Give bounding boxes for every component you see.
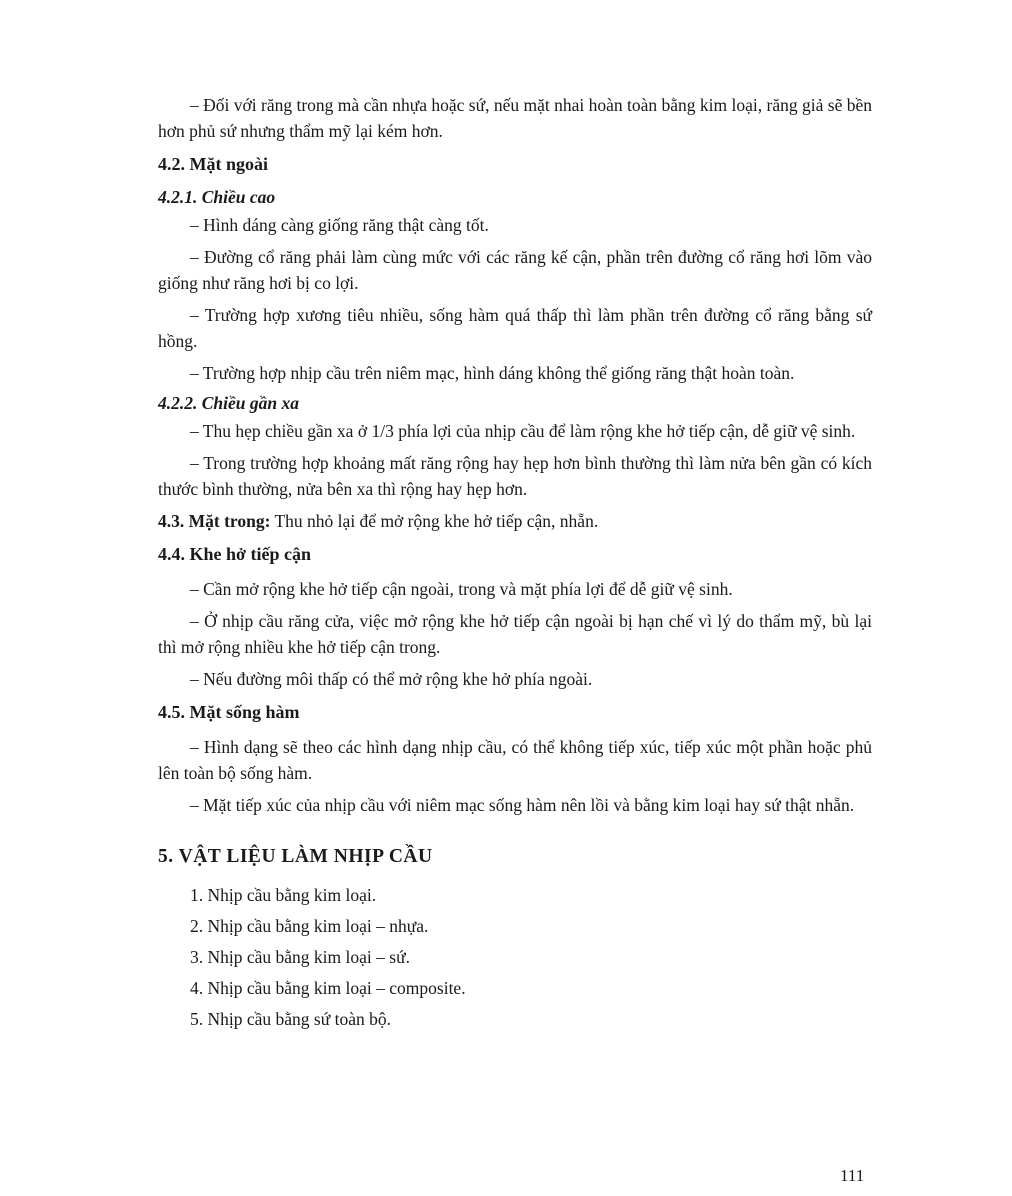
paragraph-intro: – Đối với răng trong mà cần nhựa hoặc sứ, nếu mặt nhai hoàn toàn bằng kim loại, răng giả sẽ bền hơn phủ sứ nhưng thẩm mỹ lại kém hơn. bbox=[158, 95, 872, 141]
paragraph-45-b: – Mặt tiếp xúc của nhịp cầu với niêm mạc sống hàm nên lồi và bằng kim loại hay sứ thật nhẵn. bbox=[190, 795, 855, 815]
list-item: 2. Nhịp cầu bằng kim loại – nhựa. bbox=[190, 916, 429, 936]
heading-5: 5. VẬT LIỆU LÀM NHỊP CẦU bbox=[158, 846, 433, 867]
paragraph-421-c: – Trường hợp xương tiêu nhiều, sống hàm quá thấp thì làm phần trên đường cổ răng bằng sứ hồng. bbox=[158, 305, 872, 351]
heading-4-5: 4.5. Mặt sống hàm bbox=[158, 702, 300, 722]
paragraph-44-b: – Ở nhịp cầu răng cửa, việc mở rộng khe hở tiếp cận ngoài bị hạn chế vì lý do thẩm mỹ, bù lại thì mở rộng nhiều khe hở tiếp cận trong. bbox=[158, 611, 872, 657]
page-number: 111 bbox=[840, 1166, 865, 1185]
paragraph-421-b: – Đường cổ răng phải làm cùng mức với các răng kế cận, phần trên đường cổ răng hơi lõm vào giống như răng hơi bị co lợi. bbox=[158, 247, 872, 293]
list-item: 4. Nhịp cầu bằng kim loại – composite. bbox=[190, 978, 466, 998]
paragraph-422-b: – Trong trường hợp khoảng mất răng rộng hay hẹp hơn bình thường thì làm nửa bên gần có kích thước bình thường, nửa bên xa thì rộng hay hẹp hơn. bbox=[158, 453, 872, 499]
heading-4-4: 4.4. Khe hở tiếp cận bbox=[158, 544, 311, 564]
heading-4-2-1: 4.2.1. Chiều cao bbox=[158, 187, 276, 207]
heading-4-2-2: 4.2.2. Chiều gần xa bbox=[158, 393, 299, 413]
paragraph-44-c: – Nếu đường môi thấp có thể mở rộng khe hở phía ngoài. bbox=[190, 669, 593, 689]
paragraph-4-3-text: Thu nhỏ lại để mở rộng khe hở tiếp cận, nhẵn. bbox=[270, 511, 599, 531]
paragraph-4-3 bbox=[158, 508, 872, 534]
list-item: 3. Nhịp cầu bằng kim loại – sứ. bbox=[190, 947, 410, 967]
list-item: 5. Nhịp cầu bằng sứ toàn bộ. bbox=[190, 1009, 391, 1029]
heading-4-2: 4.2. Mặt ngoài bbox=[158, 154, 268, 174]
paragraph-44-a: – Cần mở rộng khe hở tiếp cận ngoài, trong và mặt phía lợi để dễ giữ vệ sinh. bbox=[190, 579, 733, 599]
page-body bbox=[158, 92, 872, 1037]
paragraph-421-d: – Trường hợp nhịp cầu trên niêm mạc, hình dáng không thể giống răng thật hoàn toàn. bbox=[190, 363, 795, 383]
paragraph-422-a: – Thu hẹp chiều gần xa ở 1/3 phía lợi của nhịp cầu để làm rộng khe hở tiếp cận, dễ giữ vệ sinh. bbox=[190, 421, 856, 441]
paragraph-421-a: – Hình dáng càng giống răng thật càng tốt. bbox=[190, 215, 489, 235]
list-item: 1. Nhịp cầu bằng kim loại. bbox=[190, 885, 377, 905]
heading-4-3: 4.3. Mặt trong: bbox=[158, 511, 271, 531]
paragraph-45-a: – Hình dạng sẽ theo các hình dạng nhịp cầu, có thể không tiếp xúc, tiếp xúc một phần hoặc phủ lên toàn bộ sống hàm. bbox=[158, 737, 872, 783]
